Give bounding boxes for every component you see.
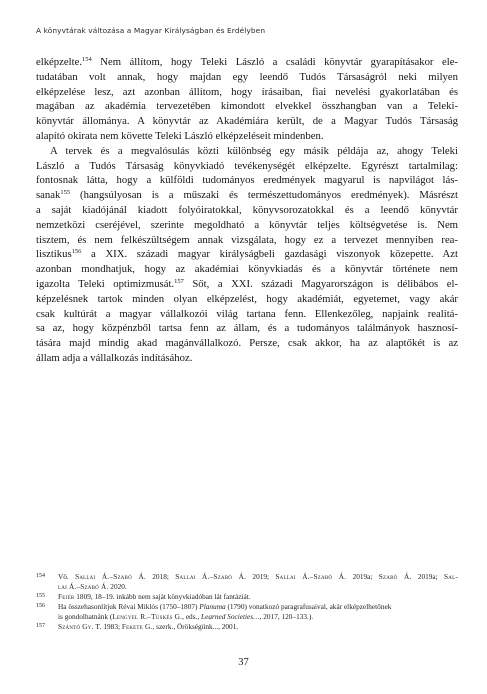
footnote-ref-154[interactable]: 154 — [82, 56, 92, 63]
footnote-156: 156 Ha összehasonlítjuk Révai Miklós (1750–1807) Planuma (1790) vonatkozó paragrafusaival, akár elképzelhetőnek — [36, 602, 392, 611]
text-line: könyvtár állománya. A könyvtár az Akadémiára került, de a Magyar Tudós Társaság — [36, 115, 458, 128]
text-line: A tervek és a megvalósulás közti különbség egy másik példája az, ahogy Teleki — [50, 144, 458, 157]
running-header: A könyvtárak változása a Magyar Királyságban és Erdélyben — [36, 26, 266, 35]
text-line: lisztikus$^{156}$ a XIX. századi magyar királyságbeli gazdasági viszonyok közepette. Azt — [36, 248, 458, 261]
text-line: elképzelte.$^{154}$ Nem állítom, hogy Teleki László a családi könyvtár gyarapításakor ele- — [36, 56, 458, 68]
text-line: képzelésnek tartok minden olyan elképzelést, hogy akadémiát, egyetemet, vagy akár — [36, 292, 458, 305]
footnote-ref-157[interactable]: 157 — [174, 277, 184, 285]
footnotes — [36, 572, 458, 632]
text-line: sanak$^{155}$ (hangsúlyosan is a műszaki és természettudományos eredmények). Másrészt — [36, 189, 458, 202]
text-line: igazolta Teleki optimizmusát.$^{157}$ Sőt, a XXI. századi Magyarországon is délibábos el- — [36, 277, 458, 290]
text-line: a saját kiadójánál kiadott folyóiratokkal, könyvsorozatokkal és a leendő könyvtár — [36, 203, 458, 216]
text-line: elképzelése lesz, azt azonban állítom, hogy írásaiban, fiai nevelési gyakorlatában és — [36, 85, 458, 98]
footnote-154: 154 Vö. Sallai Á.–Szabó Á. 2018; Sallai Á.–Szabó Á. 2019; Sallai Á.–Szabó Á. 2019a; Szabó Á. 2019a; Sal- — [36, 572, 458, 581]
text-line: magában az akadémia tervezetében kimondott elvekkel összhangban van a Teleki- — [36, 100, 458, 113]
text-line: László a Tudós Társaság könyvkiadó tevékenységét elképzelte. Egyrészt tartalmilag: — [36, 159, 458, 172]
text-line: fontosnak látta, hogy a külföldi tudományos eredmények magyarul is napvilágot lás- — [36, 174, 458, 187]
text-line: sa az, hogy közpénzből tartsa fenn az állam, és a tudományos találmányok hasznosí- — [36, 322, 458, 335]
footnote-continuation: lai Á.–Szabó Á. 2020. — [58, 582, 127, 591]
page-number: 37 — [238, 657, 249, 668]
text-line: alapító okirata nem követte Teleki László elképzeléseit mindenben. — [36, 129, 324, 142]
footnote-157: 157 Szántó Gy. T. 1983; Fekete G., szerk., Örökségünk..., 2001. — [36, 622, 239, 631]
text-line: tisztem, és nem felkészültségem annak vizsgálata, hogy ez a tervezet mennyiben rea- — [36, 233, 458, 246]
footnote-ref-155[interactable]: 155 — [60, 189, 71, 197]
text-line: azonban mondhatjuk, hogy az akadémiai könyvkiadás és a könyvtár története nem — [36, 263, 458, 276]
text-line: tudatában volt annak, hogy majdan egy leendő Tudós Társaságról neki milyen — [36, 70, 458, 83]
text-line: nemzetközi cseréjével, szerinte megoldható a könyvtár teljes költségvetése is. Nem — [36, 218, 458, 231]
text-line: csak kultúrát a magyar vállalkozói világ tartana fenn. Ellenkezőleg, napjaink realitá- — [36, 307, 458, 320]
main-text — [36, 55, 458, 366]
text-line: tására majd mindig akad magánvállalkozó. Persze, csak akkor, ha az alaptőkét is az — [36, 337, 458, 350]
footnote-155: 155 Fejér 1809, 18–19. inkább nem saját könyvkiadóban lát fantáziát. — [36, 592, 251, 601]
footnote-continuation: is gondolhatnánk (Lengyel R.–Tüskés G., eds., Learned Societies…, 2017, 120–133.). — [58, 612, 314, 621]
text-line: állam adja a vállalkozás indításához. — [36, 351, 193, 364]
footnote-ref-156[interactable]: 156 — [71, 248, 82, 256]
